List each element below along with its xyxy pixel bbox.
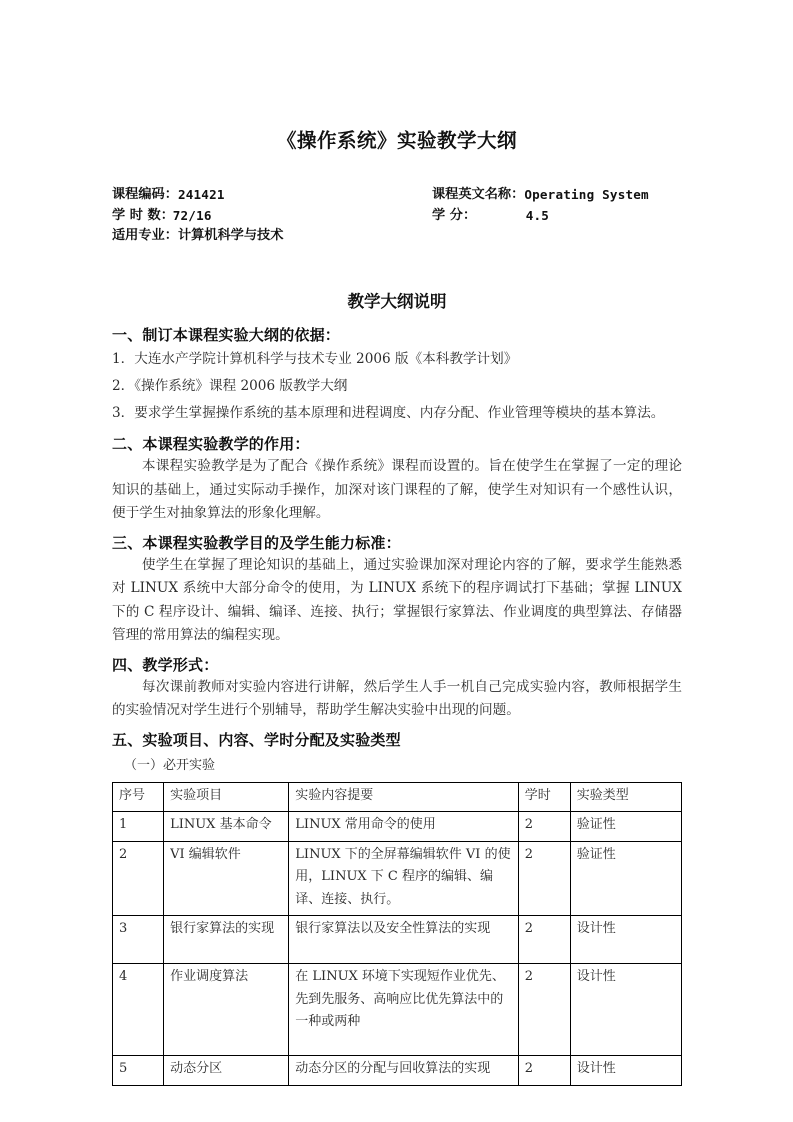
section-heading-4: 四、教学形式： <box>112 655 219 674</box>
course-hours-label: 学 时 数： <box>112 207 174 223</box>
table-header-row <box>113 782 682 812</box>
course-credit-label: 学 分： <box>432 207 477 223</box>
course-english-name-value: Operating System <box>524 187 649 203</box>
course-english-name-label: 课程英文名称： <box>432 187 525 203</box>
section-heading-2: 二、本课程实验教学的作用： <box>112 435 310 454</box>
section-3-paragraph: 使学生在掌握了理论知识的基础上，通过实验课加深对理论内容的了解，要求学生能熟悉对 LINUX 系统中大部分命令的使用，为 LINUX 系统下的程序调试打下基础；掌握 LINUX 下的 C 程序设计、编辑、编译、连接、执行；掌握银行家算法、作业调度的典型算法、存储器管理的常用算法的编程实现。 <box>112 556 682 644</box>
row-5-item: 动态分区 <box>164 1056 289 1086</box>
table-header-hours: 学时 <box>518 782 570 812</box>
row-3-desc: 银行家算法以及安全性算法的实现 <box>289 916 518 964</box>
row-2-desc: LINUX 下的全屏幕编辑软件 VI 的使用，LINUX 下 C 程序的编辑、编译、连接、执行。 <box>289 841 518 916</box>
course-code-value: 241421 <box>177 187 225 203</box>
row-1-item: LINUX 基本命令 <box>164 812 289 842</box>
course-info-row-3 <box>112 226 682 247</box>
section-5-sub-label: （一）必开实验 <box>124 757 216 773</box>
table-header-desc: 实验内容提要 <box>289 782 518 812</box>
course-hours-field <box>112 206 432 227</box>
page-content <box>112 0 682 1086</box>
row-1-type: 验证性 <box>570 812 681 842</box>
row-5-desc: 动态分区的分配与回收算法的实现 <box>289 1056 518 1086</box>
row-3-item: 银行家算法的实现 <box>164 916 289 964</box>
row-2-item: VI 编辑软件 <box>164 841 289 916</box>
table-row <box>113 812 682 842</box>
row-3-hours: 2 <box>518 916 570 964</box>
experiment-table <box>112 782 682 1086</box>
course-credit-value: 4.5 <box>525 207 550 223</box>
row-1-hours: 2 <box>518 812 570 842</box>
section-1-item-1: 1．大连水产学院计算机科学与技术专业 2006 版《本科教学计划》 <box>112 351 518 368</box>
row-4-type: 设计性 <box>570 964 681 1056</box>
row-4-hours: 2 <box>518 964 570 1056</box>
table-header <box>113 782 682 812</box>
row-4-item: 作业调度算法 <box>164 964 289 1056</box>
course-english-name-field <box>432 185 682 206</box>
page-title: 《操作系统》实验教学大纲 <box>276 129 517 152</box>
course-info-block <box>112 185 682 247</box>
course-code-label: 课程编码： <box>112 187 178 203</box>
course-credit-field <box>432 206 682 227</box>
table-row <box>113 916 682 964</box>
row-5-type: 设计性 <box>570 1056 681 1086</box>
row-2-no: 2 <box>113 841 164 916</box>
row-5-no: 5 <box>113 1056 164 1086</box>
row-3-type: 设计性 <box>570 916 681 964</box>
section-4-paragraph: 每次课前教师对实验内容进行讲解，然后学生人手一机自己完成实验内容，教师根据学生的实验情况对学生进行个别辅导，帮助学生解决实验中出现的问题。 <box>112 678 682 719</box>
section-subtitle: 教学大纲说明 <box>347 291 447 311</box>
course-major-label: 适用专业： <box>112 228 178 244</box>
course-major-field <box>112 226 432 247</box>
row-1-desc: LINUX 常用命令的使用 <box>289 812 518 842</box>
row-4-no: 4 <box>113 964 164 1056</box>
section-heading-5: 五、实验项目、内容、学时分配及实验类型 <box>112 730 401 749</box>
table-header-no: 序号 <box>113 782 164 812</box>
row-4-desc: 在 LINUX 环境下实现短作业优先、先到先服务、高响应比优先算法中的一种或两种 <box>289 964 518 1056</box>
table-header-type: 实验类型 <box>570 782 681 812</box>
course-major-value: 计算机科学与技术 <box>177 228 284 244</box>
section-1-item-3: 3．要求学生掌握操作系统的基本原理和进程调度、内存分配、作业管理等模块的基本算法。 <box>112 405 665 422</box>
section-2-paragraph: 本课程实验教学是为了配合《操作系统》课程而设置的。旨在使学生在掌握了一定的理论知识的基础上，通过实际动手操作，加深对该门课程的了解，使学生对知识有一个感性认识，便于学生对抽象算法的形象化理解。 <box>112 458 682 522</box>
table-body <box>113 812 682 1086</box>
course-info-row-1 <box>112 185 682 206</box>
row-2-type: 验证性 <box>570 841 681 916</box>
course-info-row-2 <box>112 206 682 227</box>
row-5-hours: 2 <box>518 1056 570 1086</box>
section-1-item-2: 2．《操作系统》课程 2006 版教学大纲 <box>112 378 348 395</box>
table-row <box>113 841 682 916</box>
table-row <box>113 1056 682 1086</box>
table-row <box>113 964 682 1056</box>
section-heading-3: 三、本课程实验教学目的及学生能力标准： <box>112 533 401 552</box>
row-2-hours: 2 <box>518 841 570 916</box>
section-heading-1: 一、制订本课程实验大纲的依据： <box>112 325 341 344</box>
course-hours-value: 72/16 <box>172 207 212 223</box>
row-3-no: 3 <box>113 916 164 964</box>
row-1-no: 1 <box>113 812 164 842</box>
course-code-field <box>112 185 432 206</box>
table-header-item: 实验项目 <box>164 782 289 812</box>
